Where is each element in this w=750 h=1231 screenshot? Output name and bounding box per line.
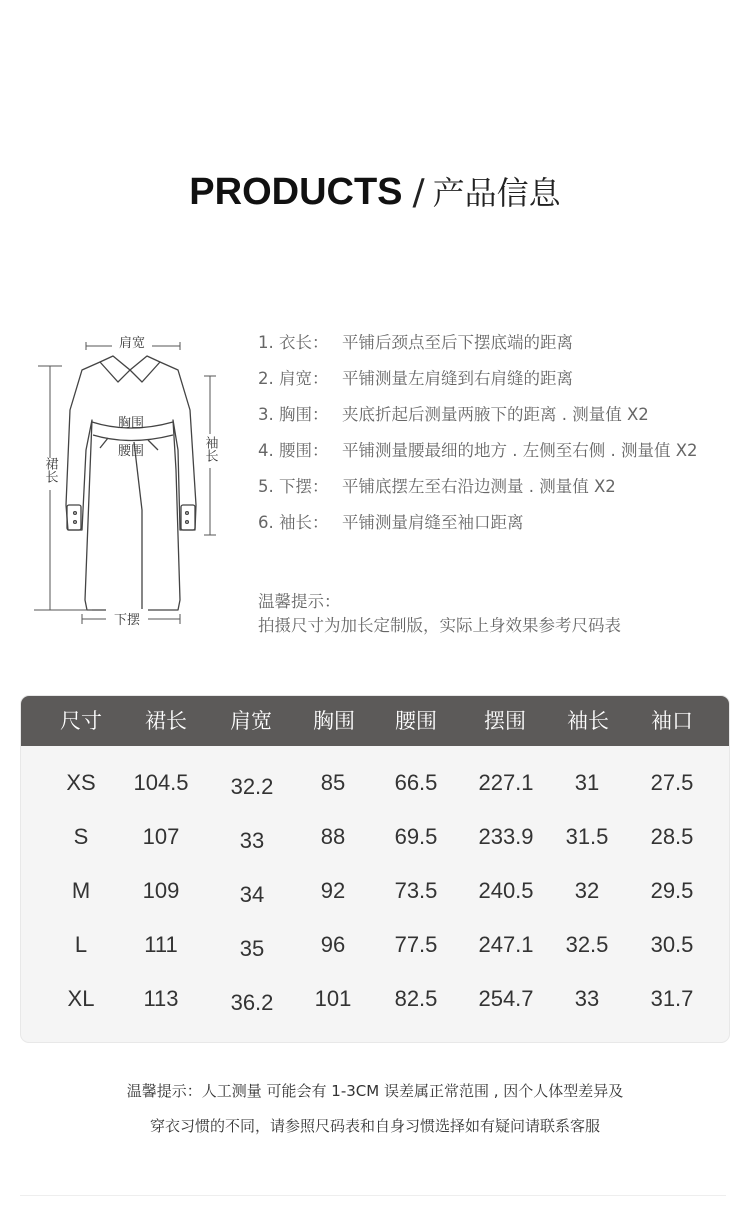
label-length: 裙长 [42, 457, 58, 483]
measure-note [258, 438, 738, 474]
size-table-header [21, 696, 729, 746]
table-cell: L [74, 932, 88, 957]
table-row [21, 864, 729, 918]
table-cell: 77.5 [394, 932, 438, 957]
table-cell: 32.2 [230, 774, 274, 799]
table-cell: 73.5 [394, 878, 438, 903]
label-chest: 胸围 [117, 416, 145, 431]
measure-text: 平铺测量肩缝至袖口距离 [342, 513, 524, 532]
header-chest: 胸围 [313, 709, 355, 733]
table-cell: 109 [142, 878, 180, 903]
header-hem: 摆围 [484, 709, 526, 733]
tip-title: 温馨提示： [258, 592, 341, 611]
table-cell: XS [66, 770, 96, 795]
measure-note [258, 474, 738, 510]
table-cell: XL [67, 986, 95, 1011]
table-cell: 107 [142, 824, 180, 849]
table-cell: 111 [144, 932, 178, 957]
dress-measurement-diagram [30, 330, 230, 630]
measure-note [258, 402, 738, 438]
title-cn: 产品信息 [432, 174, 561, 212]
table-cell: 69.5 [394, 824, 438, 849]
table-cell: 36.2 [230, 990, 274, 1015]
tip-block [258, 590, 621, 638]
title-separator: / [412, 172, 425, 213]
measurement-notes [258, 330, 738, 546]
table-cell: 240.5 [478, 878, 534, 903]
table-cell: 31 [574, 770, 600, 795]
table-cell: 92 [320, 878, 346, 903]
table-cell: 113 [143, 986, 179, 1011]
table-cell: M [71, 878, 91, 903]
size-table [21, 696, 729, 1042]
table-row [21, 918, 729, 972]
footer-note-line1: 温馨提示：人工测量 可能会有 1-3CM 误差属正常范围 , 因个人体型差异及 [126, 1082, 624, 1100]
footer-note-line2: 穿衣习惯的不同，请参照尺码表和自身习惯选择如有疑问请联系客服 [149, 1117, 600, 1135]
measure-text: 平铺测量左肩缝到右肩缝的距离 [342, 369, 573, 388]
table-cell: 31.5 [565, 824, 609, 849]
table-cell: 101 [314, 986, 352, 1011]
table-cell: 29.5 [650, 878, 694, 903]
measure-key: 4. 腰围： [258, 441, 329, 460]
header-size: 尺寸 [60, 709, 102, 733]
table-cell: 104.5 [133, 770, 189, 795]
measure-key: 3. 胸围： [258, 405, 329, 424]
measure-key: 5. 下摆： [258, 477, 329, 496]
table-cell: 32 [574, 878, 600, 903]
label-sleeve: 袖长 [202, 436, 218, 462]
measure-key: 6. 袖长： [258, 513, 329, 532]
measure-text: 平铺测量腰最细的地方 . 左侧至右侧 . 测量值 X2 [342, 441, 698, 460]
table-cell: 85 [320, 770, 346, 795]
table-row [21, 756, 729, 810]
measure-text: 平铺底摆左至右沿边测量 . 测量值 X2 [342, 477, 616, 496]
table-cell: S [73, 824, 89, 849]
tip-text: 拍摄尺寸为加长定制版，实际上身效果参考尺码表 [258, 616, 621, 635]
table-cell: 30.5 [650, 932, 694, 957]
label-shoulder: 肩宽 [118, 336, 146, 351]
table-cell: 33 [574, 986, 600, 1011]
table-cell: 35 [239, 936, 265, 961]
header-sleeve: 袖长 [567, 709, 609, 733]
label-hem: 下摆 [113, 613, 141, 628]
table-cell: 33 [239, 828, 265, 853]
measure-text: 平铺后颈点至后下摆底端的距离 [342, 333, 573, 352]
header-shoulder: 肩宽 [230, 709, 272, 733]
table-cell: 88 [320, 824, 346, 849]
measure-note [258, 510, 738, 546]
table-row [21, 810, 729, 864]
table-cell: 82.5 [394, 986, 438, 1011]
table-cell: 28.5 [650, 824, 694, 849]
table-cell: 254.7 [478, 986, 534, 1011]
page-title [0, 168, 750, 214]
measure-text: 夹底折起后测量两腋下的距离 . 测量值 X2 [342, 405, 649, 424]
table-cell: 27.5 [650, 770, 694, 795]
label-waist: 腰围 [117, 444, 145, 459]
measure-note [258, 366, 738, 402]
table-cell: 31.7 [650, 986, 694, 1011]
table-cell: 34 [239, 882, 265, 907]
table-cell: 66.5 [394, 770, 438, 795]
measure-key: 2. 肩宽： [258, 369, 329, 388]
measure-key: 1. 衣长： [258, 333, 329, 352]
table-cell: 96 [320, 932, 346, 957]
table-row [21, 972, 729, 1026]
table-cell: 227.1 [478, 770, 534, 795]
measure-note [258, 330, 738, 366]
header-cuff: 袖口 [651, 709, 693, 733]
table-cell: 247.1 [478, 932, 534, 957]
table-cell: 32.5 [565, 932, 609, 957]
header-length: 裙长 [145, 709, 187, 733]
header-waist: 腰围 [395, 709, 437, 733]
bottom-divider [20, 1195, 726, 1196]
title-en: PRODUCTS [189, 171, 403, 213]
table-cell: 233.9 [478, 824, 534, 849]
